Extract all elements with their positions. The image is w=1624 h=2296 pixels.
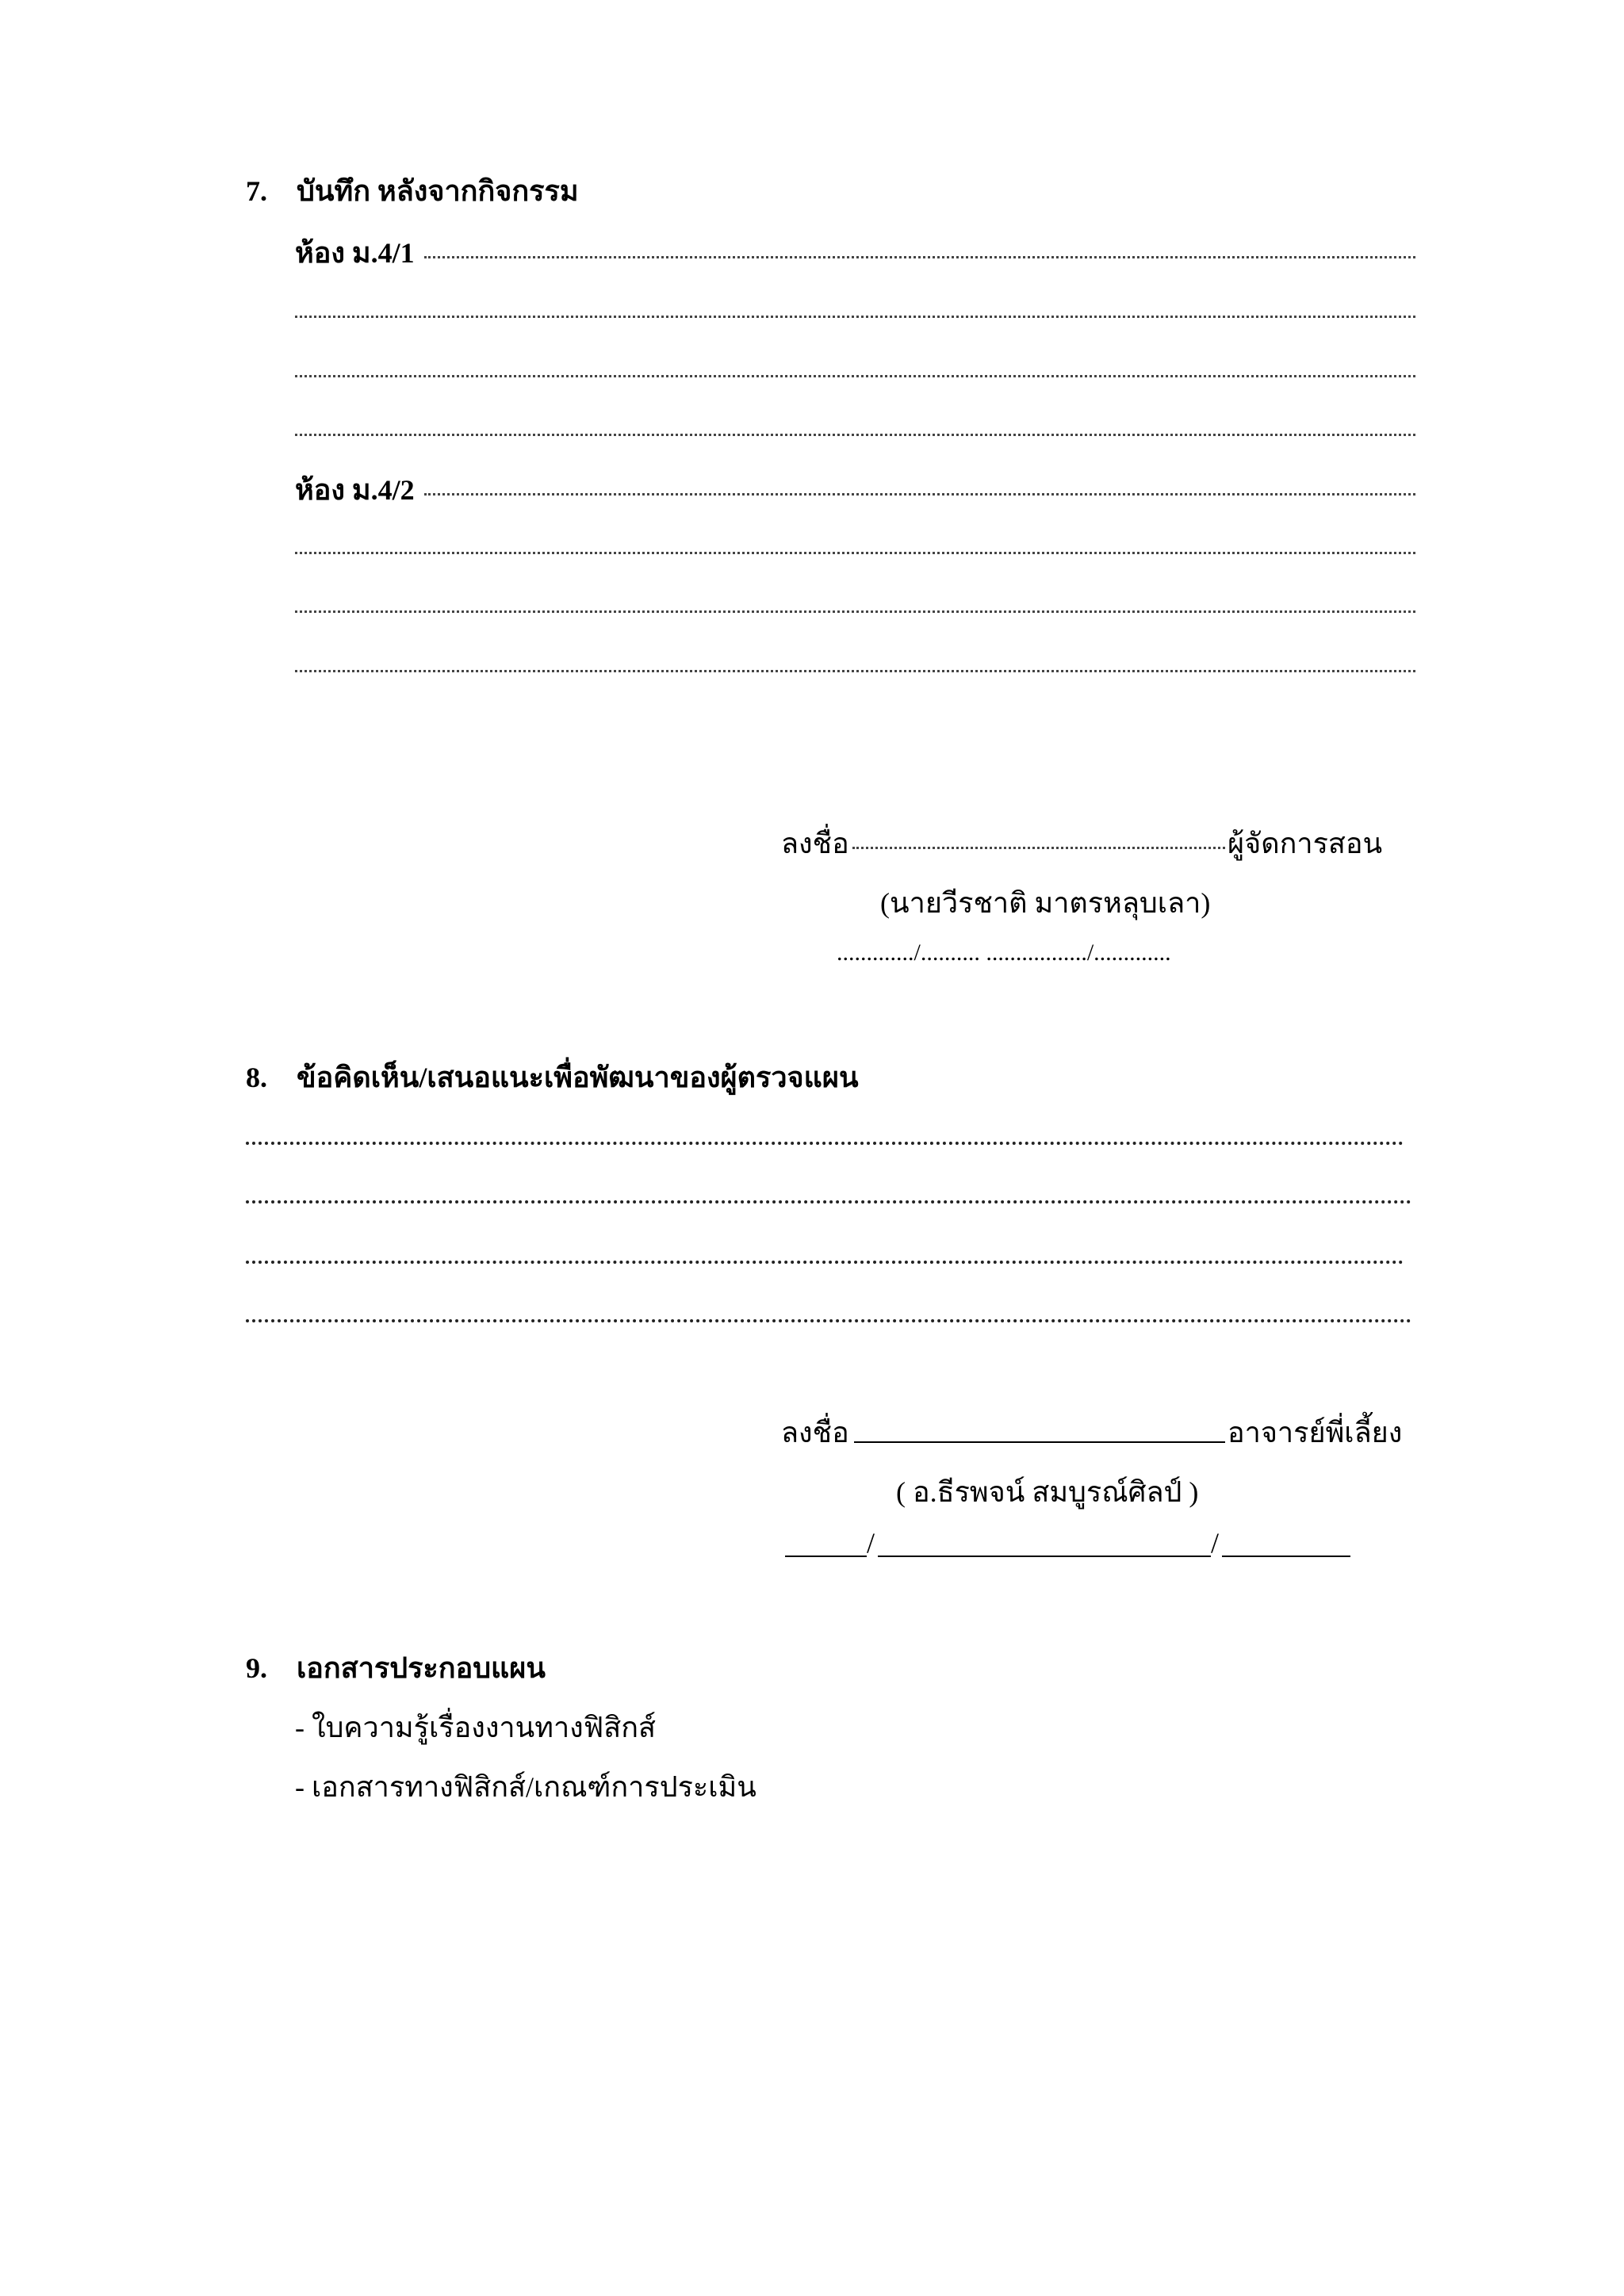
room-2-label: ห้อง ม.4/2: [295, 474, 415, 506]
document-list-item: - เอกสารทางฟิสิกส์/เกณฑ์การประเมิน: [295, 1771, 756, 1803]
comment-line-1: [246, 1142, 1404, 1145]
room-1-line-4: [295, 434, 1415, 436]
room-1-line-1: [424, 256, 1415, 258]
signature-2-name: ( อ.ธีรพจน์ สมบูรณ์ศิลป์ ): [896, 1476, 1199, 1508]
room-1-line-3: [295, 375, 1415, 377]
section-9-heading: [246, 1645, 546, 1690]
signature-2-date-year: [1222, 1556, 1350, 1557]
signature-2-date-slash-1: /: [867, 1527, 875, 1559]
section-8-number: 8.: [246, 1062, 267, 1093]
signature-1-role: ผู้จัดการสอน: [1228, 828, 1383, 859]
room-2-line-2: [295, 552, 1415, 554]
comment-line-2: [246, 1200, 1411, 1203]
room-2-line-3: [295, 610, 1415, 613]
section-7-title: บันทึก หลังจากกิจกรรม: [297, 175, 579, 207]
signature-2-date-slash-2: /: [1211, 1527, 1220, 1559]
room-2-line-1: [424, 493, 1415, 496]
signature-1-prefix: ลงชื่อ: [781, 828, 849, 859]
room-1-line-2: [295, 316, 1415, 318]
section-7-number: 7.: [246, 175, 267, 207]
signature-2-line: [854, 1441, 1225, 1443]
comment-line-4: [246, 1319, 1411, 1322]
signature-2-role: อาจารย์พี่เลี้ยง: [1228, 1417, 1403, 1448]
room-1-label: ห้อง ม.4/1: [295, 237, 415, 269]
section-9-title: เอกสารประกอบแผน: [297, 1652, 546, 1684]
document-list-item: - ใบความรู้เรื่องงานทางฟิสิกส์: [295, 1712, 656, 1743]
section-9-number: 9.: [246, 1652, 267, 1684]
signature-1-name: (นายวีรชาติ มาตรหลุบเลา): [880, 887, 1211, 919]
comment-line-3: [246, 1261, 1404, 1264]
section-8-title: ข้อคิดเห็น/เสนอแนะเพื่อพัฒนาของผู้ตรวจแผน: [297, 1062, 859, 1093]
room-2-line-4: [295, 670, 1415, 672]
section-7-heading: [246, 168, 579, 213]
signature-2-date-day: [785, 1556, 867, 1557]
section-8-heading: [246, 1054, 859, 1100]
signature-2-prefix: ลงชื่อ: [781, 1417, 849, 1448]
signature-2-date-month: [878, 1556, 1211, 1557]
signature-1-line: [852, 847, 1225, 849]
signature-1-date: ............./.......... ................./.............: [837, 939, 1171, 966]
